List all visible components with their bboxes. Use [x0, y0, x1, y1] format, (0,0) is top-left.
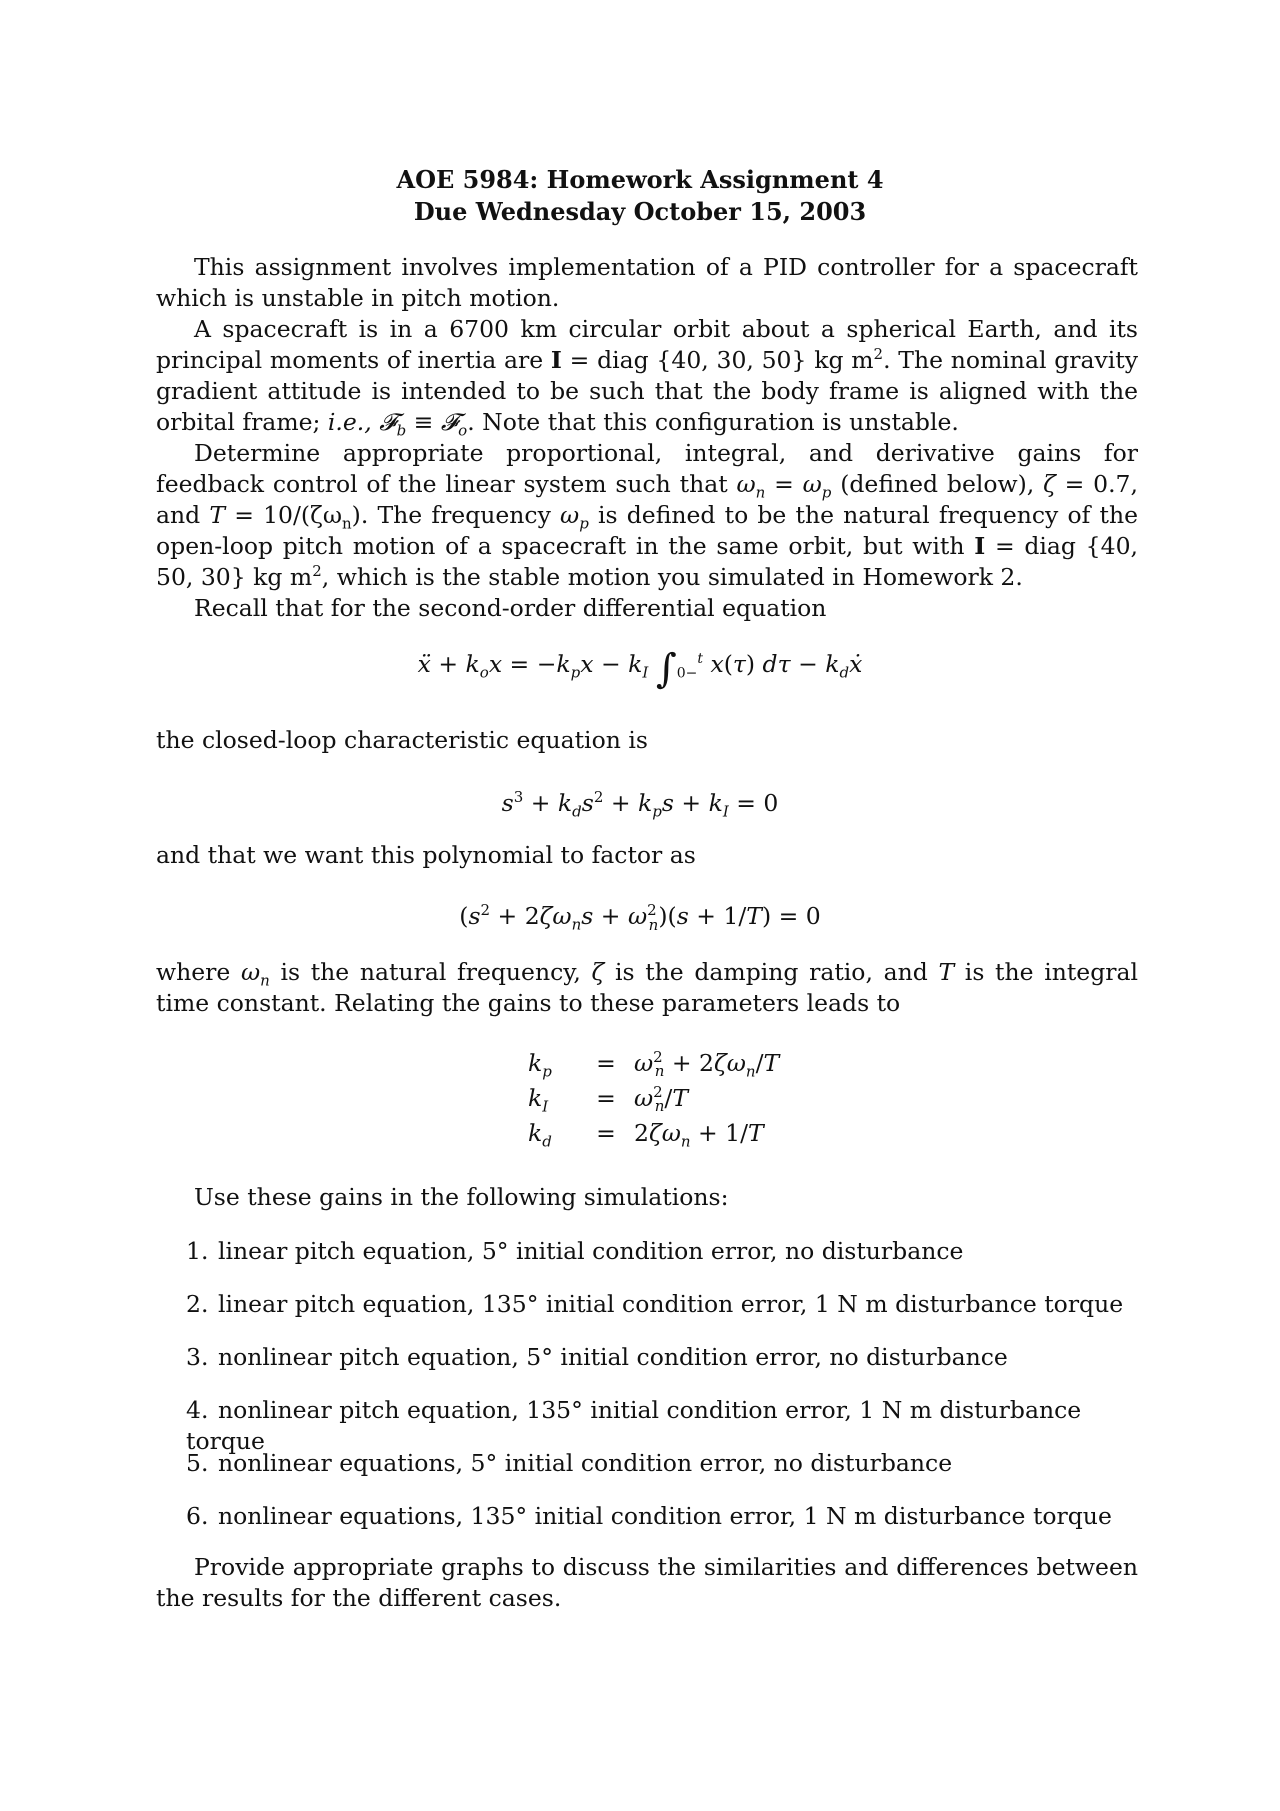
- ode-equation: ẍ + $k_ox = -k_px - k_I$ $\int_{0-}^t$ x(τ) $d\tau - k_dẋ$: [417, 646, 863, 692]
- list-item: 3. nonlinear pitch equation, 5° initial condition error, no disturbance: [186, 1343, 1008, 1371]
- list-item: 1. linear pitch equation, 5° initial condition error, no disturbance: [186, 1237, 964, 1265]
- gain-row-kp: $k_p$ = $\omega^2_n + 2\zeta\omega_n/T$: [528, 1047, 780, 1081]
- list-item: 2. linear pitch equation, 135° initial condition error, 1 N m disturbance torque: [186, 1290, 1124, 1318]
- factor-equation: $(s^2 + 2\zeta\omega_ns + \omega^2_n)(s + 1/T) = 0$: [459, 901, 821, 934]
- closing-paragraph: Provide appropriate graphs to discuss the similarities and differences between the results for the different cases.: [156, 1553, 1138, 1612]
- simulation-list: [186, 1236, 1146, 1554]
- list-item: 4. nonlinear pitch equation, 135° initial condition error, 1 N m disturbance torque: [186, 1396, 1082, 1455]
- list-item: 5. nonlinear equations, 5° initial condition error, no disturbance: [186, 1449, 953, 1477]
- assignment-title: AOE 5984: Homework Assignment 4: [396, 165, 884, 194]
- gain-equations: [528, 1045, 779, 1150]
- definitions-paragraph: where $\omega_n$ is the natural frequency, ζ is the damping ratio, and T is the integral time constant. Relating the gains to these parameters leads to: [156, 958, 1139, 1017]
- intro-paragraph: This assignment involves implementation of a PID controller for a spacecraft which is unstable in pitch motion.: [156, 253, 1138, 312]
- spacecraft-paragraph: A spacecraft is in a 6700 km circular orbit about a spherical Earth, and its principal moments of inertia are I = diag {40, 30, 50} kg $m^2$. The nominal gravity gradient attitude is intended to be such that the body frame is aligned with the orbital frame; i.e., 𝓕$_b$ ≡ 𝓕$_o$. Note that this configuration is unstable.: [156, 315, 1139, 440]
- gain-row-ki: $k_I$ = $\omega^2_n/T$: [528, 1082, 688, 1116]
- simulations-intro: Use these gains in the following simulations:: [194, 1183, 729, 1211]
- closed-loop-text: the closed-loop characteristic equation is: [156, 726, 648, 754]
- due-date: Due Wednesday October 15, 2003: [413, 197, 867, 226]
- characteristic-equation: $s^3 + k_ds^2 + k_ps + k_I = 0$: [501, 788, 779, 821]
- list-item: 6. nonlinear equations, 135° initial condition error, 1 N m disturbance torque: [186, 1502, 1112, 1530]
- factor-text: and that we want this polynomial to factor as: [156, 841, 696, 869]
- gain-row-kd: $k_d$ = $2\zeta\omega_n + 1/T$: [528, 1118, 764, 1151]
- recall-paragraph: Recall that for the second-order differential equation: [194, 594, 827, 622]
- gains-paragraph: Determine appropriate proportional, integral, and derivative gains for feedback control of the linear system such that $\omega_n = \omega_p$ (defined below), ζ = 0.7, and $T = 10/(\zeta\omega_n)$. The frequency $\omega_p$ is defined to be the natural frequency of the open-loop pitch motion of a spacecraft in the same orbit, but with I = diag {40, 50, 30} kg $m^2$, which is the stable motion you simulated in Homework 2.: [156, 439, 1139, 591]
